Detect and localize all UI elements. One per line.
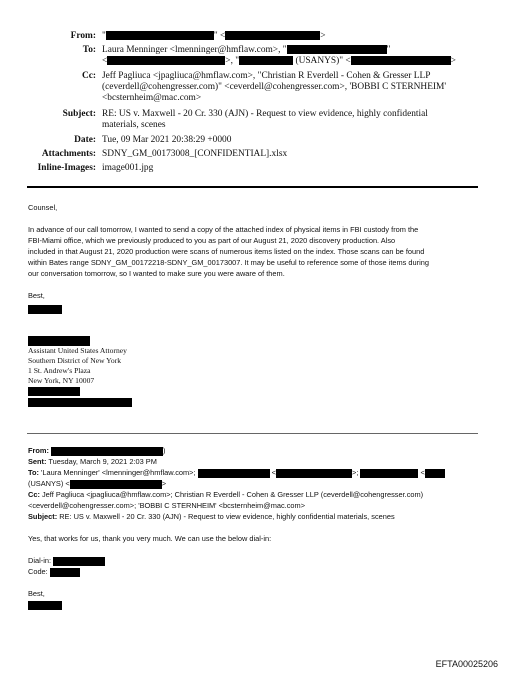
redaction — [70, 480, 162, 489]
redaction — [276, 469, 352, 478]
cc-label: Cc: — [81, 71, 96, 81]
redaction — [106, 31, 214, 40]
redaction — [28, 601, 62, 610]
header-attachments-row — [0, 149, 512, 161]
inline-image-link[interactable]: image001.jpg — [102, 163, 154, 173]
date-label: Date: — [74, 135, 96, 145]
redaction — [287, 45, 387, 54]
signature-office: Southern District of New York — [28, 356, 122, 366]
inline-images-label: Inline-Images: — [37, 163, 96, 173]
header-cc-row — [0, 71, 512, 105]
paragraph-line: within Bates range SDNY_GM_00172218-SDNY_GM_00173007. It may be useful to reference some of those items during — [28, 258, 429, 267]
redaction — [51, 447, 163, 456]
quoted-cc-row-2: <ceverdell@cohengresser.com>; 'BOBBI C STERNHEIM' <bcsternheim@mac.com> — [28, 501, 306, 510]
redaction — [198, 469, 270, 478]
quoted-cc-row: Cc: Jeff Pagliuca <jpagliuca@hmflaw.com>; Christian R Everdell - Cohen & Gresser LLP (ceverdell@cohengresser.com) — [28, 490, 424, 499]
attachments-label: Attachments: — [41, 149, 96, 159]
header-date-row — [0, 135, 512, 147]
quoted-to-row: To: 'Laura Menninger' <lmenninger@hmflaw.com>; < >; < — [28, 467, 498, 478]
quoted-closing: Best, — [28, 589, 45, 598]
email-header — [0, 31, 512, 191]
paragraph-line: FBI-Miami office, which we previously produced to you as part of our August 21, 2020 discovery production. Also — [28, 236, 396, 245]
date-value: Tue, 09 Mar 2021 20:38:29 +0000 — [102, 135, 232, 145]
quoted-sent-row: Sent: Tuesday, March 9, 2021 2:03 PM — [28, 457, 157, 466]
header-to-row — [0, 45, 512, 69]
quoted-divider — [27, 433, 478, 434]
salutation: Counsel, — [28, 203, 58, 212]
redaction — [225, 31, 320, 40]
header-subject-row — [0, 109, 512, 133]
quoted-subject-row: Subject: RE: US v. Maxwell - 20 Cr. 330 (AJN) - Request to view evidence, highly confidential materials, scenes — [28, 512, 395, 521]
signature-city: New York, NY 10007 — [28, 376, 95, 386]
redaction — [360, 469, 418, 478]
quoted-to-row-2: (USANYS) < > — [28, 479, 167, 488]
redaction — [239, 56, 293, 65]
subject-label: Subject: — [62, 109, 96, 119]
redaction — [50, 568, 80, 577]
redaction — [28, 398, 132, 407]
signature-address: 1 St. Andrew's Plaza — [28, 366, 91, 376]
quoted-email — [28, 445, 498, 610]
signature-block — [28, 336, 328, 407]
to-label: To: — [82, 45, 96, 55]
quoted-from-row: From: ) — [28, 446, 166, 455]
paragraph-line: our conversation tomorrow, so I wanted to make sure you were aware of them. — [28, 269, 285, 278]
quoted-reply-text: Yes, that works for us, thank you very much. We can use the below dial-in: — [28, 534, 272, 543]
redaction — [107, 56, 225, 65]
email-body — [28, 202, 488, 314]
redaction — [425, 469, 445, 478]
subject-value: RE: US v. Maxwell - 20 Cr. 330 (AJN) - Request to view evidence, highly confidential materials, scenes — [102, 109, 428, 130]
redaction — [28, 305, 62, 314]
paragraph-line: included in that August 21, 2020 production were scans of numerous items listed on the index. Those scans can be found — [28, 247, 425, 256]
header-divider — [27, 186, 478, 188]
signature-title: Assistant United States Attorney — [28, 346, 127, 356]
from-label: From: — [70, 31, 96, 41]
closing: Best, — [28, 291, 45, 300]
header-inline-images-row — [0, 163, 512, 175]
code-row: Code: — [28, 566, 498, 577]
redaction — [53, 557, 105, 566]
attachment-link[interactable]: SDNY_GM_00173008_[CONFIDENTIAL].xlsx — [102, 149, 288, 159]
body-paragraph — [28, 224, 488, 279]
redaction — [351, 56, 451, 65]
dialin-row: Dial-in: — [28, 555, 498, 566]
paragraph-line: In advance of our call tomorrow, I wanted to send a copy of the attached index of physical items in FBI custody from the — [28, 225, 419, 234]
cc-value: Jeff Pagliuca <jpagliuca@hmflaw.com>, "Christian R Everdell - Cohen & Gresser LLP (ceverdell@cohengresser.com)" <ceverdell@cohengresser.com>, 'BOBBI C STERNHEIM' <bcsternheim@mac.com> — [102, 71, 447, 103]
to-value: Laura Menninger <lmenninger@hmflaw.com>, " " < >, " (USANYS)" < > — [102, 45, 456, 66]
redaction — [28, 387, 80, 396]
redaction — [28, 336, 90, 346]
header-from-row — [0, 31, 512, 43]
bates-number: EFTA00025206 — [435, 659, 498, 669]
from-value: " " < > — [102, 31, 326, 41]
